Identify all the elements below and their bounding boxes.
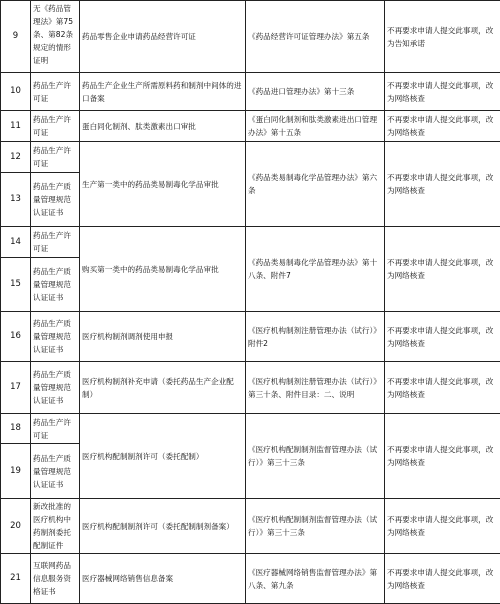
legal-basis: 《药品经营许可证管理办法》第五条: [246, 1, 385, 73]
table-row: [1, 111, 500, 142]
table-row: [1, 1, 500, 73]
change-method: 不再要求申请人提交此事项，改为网络核查: [385, 554, 500, 604]
row-number: 20: [1, 499, 31, 554]
license-name: 药品生产质量管理规范认证证书: [31, 173, 80, 227]
service-item: 药品生产企业生产所需原料药和制剂中间体的进口备案: [80, 73, 246, 111]
license-name: 药品生产质量管理规范认证证书: [31, 258, 80, 312]
change-method: 不再要求申请人提交此事项，改为网络核查: [385, 111, 500, 142]
license-name: 药品生产质量管理规范认证证书: [31, 312, 80, 362]
license-name: 无《药品管理法》第75条、第82条规定的情形证明: [31, 1, 80, 73]
table-row: [1, 414, 500, 444]
license-name: 药品生产许可证: [31, 111, 80, 142]
change-method: 不再要求申请人提交此事项，改为网络核查: [385, 73, 500, 111]
service-item: 购买第一类中的药品类易制毒化学品审批: [80, 227, 246, 312]
row-number: 18: [1, 414, 31, 444]
table-row: [1, 554, 500, 604]
change-method: 不再要求申请人提交此事项，改为网络核查: [385, 227, 500, 312]
license-name: 药品生产许可证: [31, 73, 80, 111]
change-method: 不再要求申请人提交此事项，改为网络核查: [385, 312, 500, 362]
row-number: 12: [1, 142, 31, 173]
table-row: [1, 227, 500, 258]
service-item: 医疗机构配制制剂许可（委托配制制剂备案）: [80, 499, 246, 554]
table-row: [1, 73, 500, 111]
change-method: 不再要求申请人提交此事项，改为网络核查: [385, 362, 500, 414]
row-number: 17: [1, 362, 31, 414]
service-item: 医疗机构制剂补充申请（委托药品生产企业配制）: [80, 362, 246, 414]
license-name: 药品生产许可证: [31, 227, 80, 258]
row-number: 21: [1, 554, 31, 604]
change-method: 不再要求申请人提交此事项，改为网络核查: [385, 142, 500, 227]
row-number: 19: [1, 444, 31, 499]
table-row: [1, 142, 500, 173]
legal-basis: 《药品类易制毒化学品管理办法》第六条: [246, 142, 385, 227]
row-number: 14: [1, 227, 31, 258]
legal-basis: 《医疗器械网络销售监督管理办法》第八条、第九条: [246, 554, 385, 604]
license-name: 互联网药品信息服务资格证书: [31, 554, 80, 604]
service-item: 医疗器械网络销售信息备案: [80, 554, 246, 604]
service-item: 生产第一类中的药品类易制毒化学品审批: [80, 142, 246, 227]
service-item: 蛋白同化制剂、肽类激素出口审批: [80, 111, 246, 142]
row-number: 11: [1, 111, 31, 142]
legal-basis: 《医疗机构制剂注册管理办法（试行）》第三十条、附件目录：二、说明: [246, 362, 385, 414]
change-method: 不再要求申请人提交此事项，改为告知承诺: [385, 1, 500, 73]
license-name: 药品生产质量管理规范认证证书: [31, 444, 80, 499]
license-name: 新改批准的医疗机构中药制剂委托配制证件: [31, 499, 80, 554]
row-number: 13: [1, 173, 31, 227]
legal-basis: 《药品类易制毒化学品管理办法》第十八条、附件7: [246, 227, 385, 312]
table-row: [1, 499, 500, 554]
legal-basis: 《医疗机构配制制剂监督管理办法（试行）》第三十三条: [246, 499, 385, 554]
row-number: 16: [1, 312, 31, 362]
legal-basis: 《蛋白同化制剂和肽类激素进出口管理办法》第十五条: [246, 111, 385, 142]
service-item: 医疗机构配制制剂许可（委托配制）: [80, 414, 246, 499]
row-number: 15: [1, 258, 31, 312]
table-row: [1, 362, 500, 414]
row-number: 9: [1, 1, 31, 73]
service-item: 药品零售企业申请药品经营许可证: [80, 1, 246, 73]
license-name: 药品生产质量管理规范认证证书: [31, 362, 80, 414]
license-name: 药品生产许可证: [31, 414, 80, 444]
row-number: 10: [1, 73, 31, 111]
legal-basis: 《医疗机构配制制剂监督管理办法（试行）》第三十三条: [246, 414, 385, 499]
change-method: 不再要求申请人提交此事项，改为网络核查: [385, 414, 500, 499]
change-method: 不再要求申请人提交此事项，改为网络核查: [385, 499, 500, 554]
legal-basis: 《药品进口管理办法》第十三条: [246, 73, 385, 111]
legal-basis: 《医疗机构制剂注册管理办法（试行）》附件2: [246, 312, 385, 362]
table-row: [1, 312, 500, 362]
license-name: 药品生产许可证: [31, 142, 80, 173]
service-item: 医疗机构制剂调剂使用申报: [80, 312, 246, 362]
